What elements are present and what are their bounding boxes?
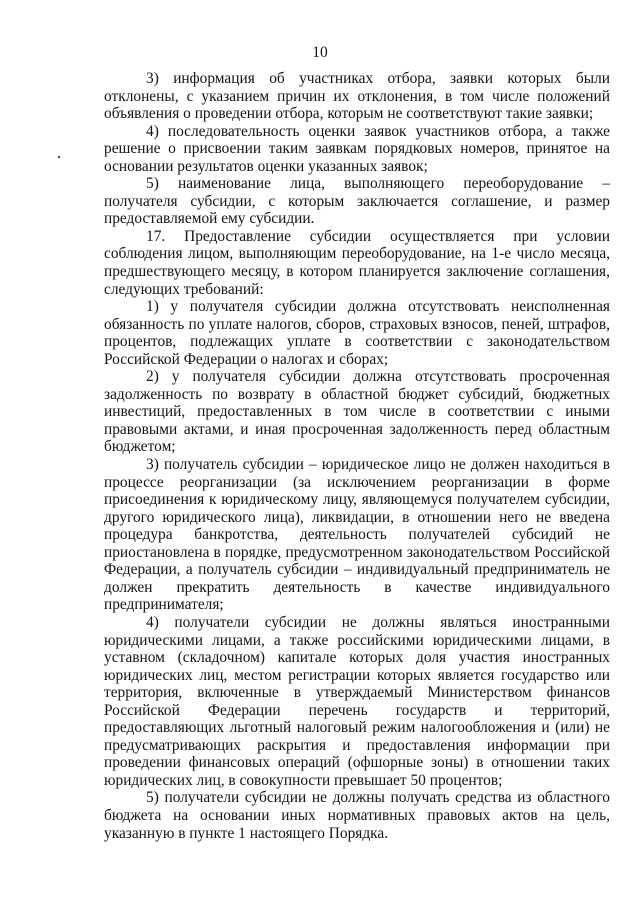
- paragraph-requirement-1-taxes: 1) у получателя субсидии должна отсутствовать неисполненная обязанность по уплате налогов, сборов, страховых взносов, пеней, штрафов, процентов, подлежащих уплате в соответствии с законодательством Российской Федерации о налогах и сборах;: [104, 298, 610, 368]
- paragraph-item-5-recipient-name: 5) наименование лица, выполняющего переоборудование – получателя субсидии, с которым заключается соглашение, и размер предоставляемой ему субсидии.: [104, 175, 610, 228]
- paragraph-requirement-3-reorganization: 3) получатель субсидии – юридическое лицо не должен находиться в процессе реорганизации (за исключением реорганизации в форме присоединения к юридическому лицу, являющемуся получателем субсидии, другого юридического лица), ликвидации, в отношении него не введена процедура банкротства, деятельность получателей субсидий не приостановлена в порядке, предусмотренном законодательством Российской Федерации, а получатель субсидии – индивидуальный предприниматель не должен прекратить деятельность в качестве индивидуального предпринимателя;: [104, 456, 610, 614]
- paragraph-requirement-4-foreign-entities: 4) получатели субсидии не должны являться иностранными юридическими лицами, а также российскими юридическими лицами, в уставном (складочном) капитале которых доля участия иностранных юридических лиц, местом регистрации которых является государство или территория, включенные в утверждаемый Министерством финансов Российской Федерации перечень государств и территорий, предоставляющих льготный налоговый режим налогообложения и (или) не предусматривающих раскрытия и предоставления информации при проведении финансовых операций (офшорные зоны) в отношении таких юридических лиц, в совокупности превышает 50 процентов;: [104, 613, 610, 789]
- paragraph-clause-17: 17. Предоставление субсидии осуществляется при условии соблюдения лицом, выполняющим переоборудование, на 1-е число месяца, предшествующего месяцу, в котором планируется заключение соглашения, следующих требований:: [104, 227, 610, 298]
- paragraph-item-4-evaluation-order: 4) последовательность оценки заявок участников отбора, а также решение о присвоении таким заявкам порядковых номеров, принятое на основании результатов оценки указанных заявок;: [104, 122, 610, 175]
- paragraph-requirement-2-debt: 2) у получателя субсидии должна отсутствовать просроченная задолженность по возврату в областной бюджет субсидий, бюджетных инвестиций, предоставленных в том числе в соответствии с иными правовыми актами, и иная просроченная задолженность перед областным бюджетом;: [104, 368, 610, 456]
- paragraph-requirement-5-other-funds: 5) получатели субсидии не должны получать средства из областного бюджета на основании иных нормативных правовых актов на цель, указанную в пункте 1 настоящего Порядка.: [104, 789, 610, 842]
- paragraph-item-3-rejected-participants: 3) информация об участниках отбора, заявки которых были отклонены, с указанием причин их отклонения, в том числе положений объявления о проведении отбора, которым не соответствуют такие заявки;: [104, 70, 610, 123]
- document-body: [104, 70, 610, 842]
- page-number: 10: [312, 44, 328, 61]
- scan-dot-mark: [58, 156, 60, 158]
